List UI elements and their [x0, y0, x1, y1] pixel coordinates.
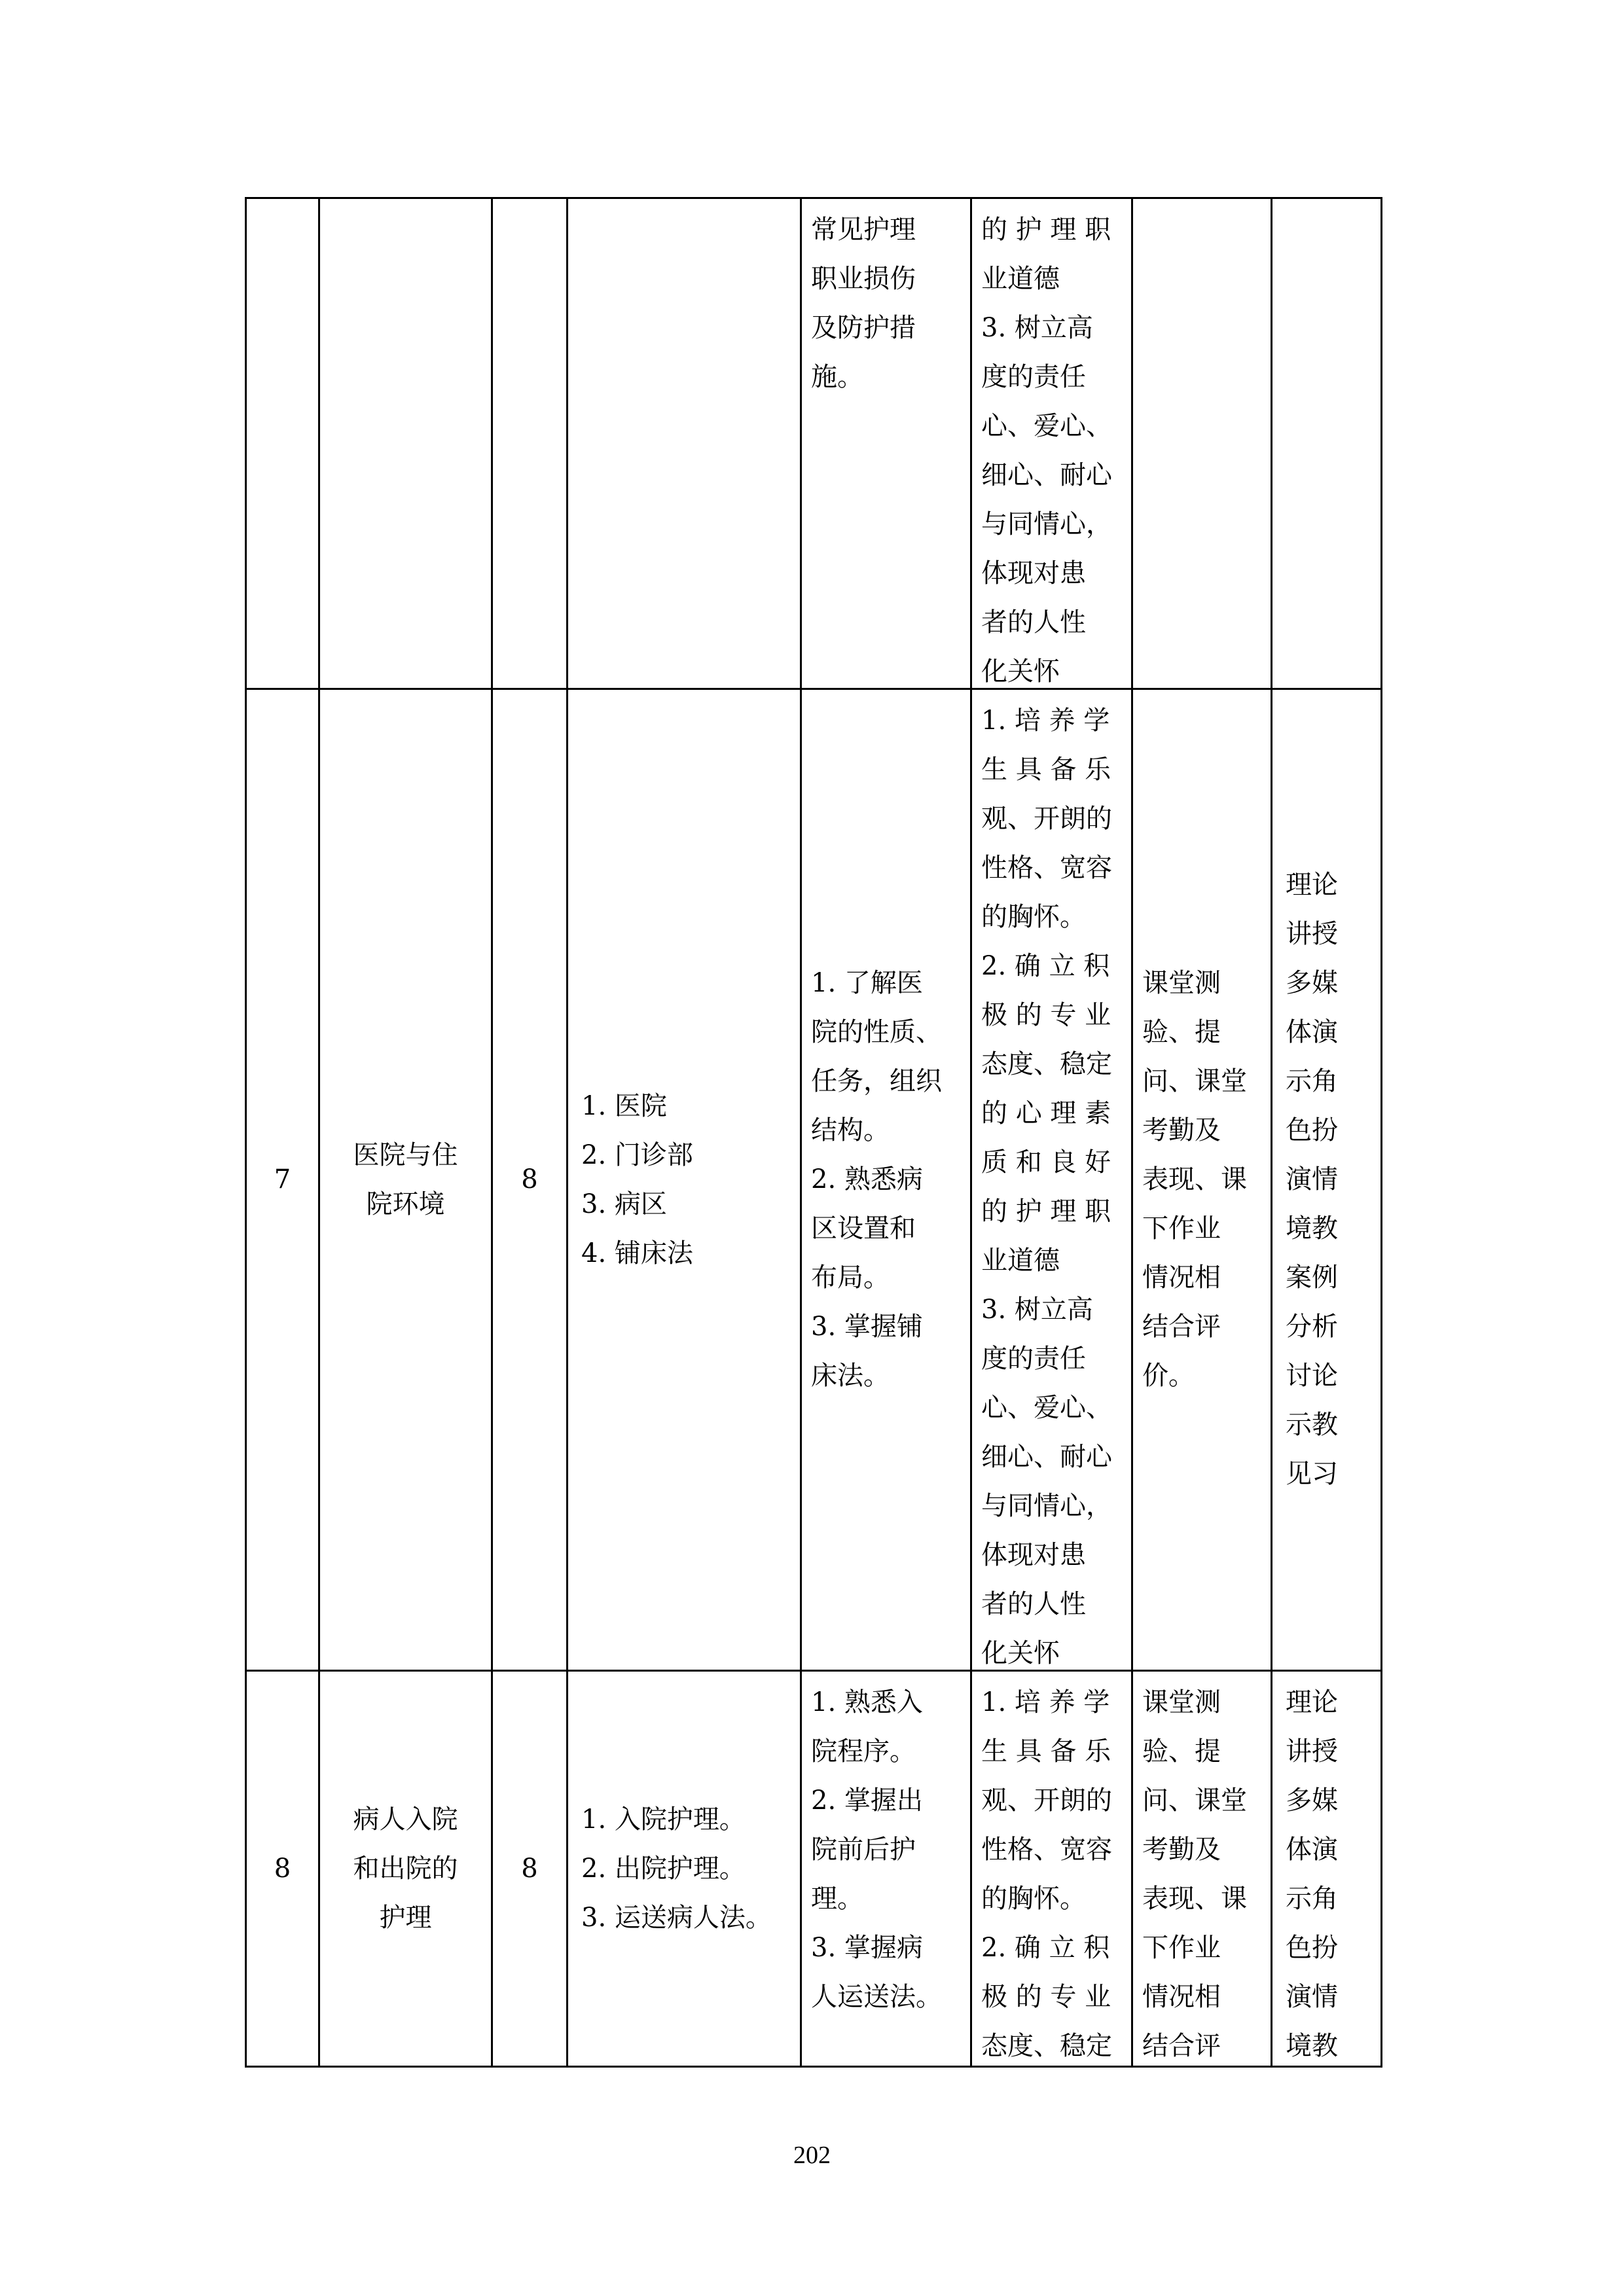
row1-ideology-cell: 的 护 理 职 业道德 3. 树立高 度的责任 心、爱心、 细心、耐心 与同情心， 体现对患 者的人性 化关怀	[981, 215, 1112, 687]
table-rule	[1380, 197, 1382, 2068]
row7-methods-cell: 理论 讲授 多媒 体演 示角 色扮 演情 境教 案例 分析 讨论 示教 见习	[1286, 870, 1338, 1489]
row7-index-cell: 7	[274, 1164, 291, 1194]
page-number: 202	[793, 2142, 831, 2169]
row8-methods-cell: 理论 讲授 多媒 体演 示角 色扮 演情 境教	[1286, 1687, 1338, 2061]
row8-ideology-cell: 1. 培 养 学 生 具 备 乐 观、开朗的 性格、宽容 的胸怀。 2. 确 立 积 极 的 专 业 态度、稳定	[981, 1687, 1112, 2061]
row8-title-cell: 病人入院 和出院的 护理	[353, 1804, 458, 1933]
row8-assessment-cell: 课堂测 验、提 问、课堂 考勤及 表现、课 下作业 情况相 结合评	[1142, 1687, 1247, 2061]
row8-goals-cell: 1. 熟悉入 院程序。 2. 掌握出 院前后护 理。 3. 掌握病 人运送法。	[811, 1687, 942, 2012]
row8-index-cell: 8	[274, 1853, 291, 1884]
row1-goals-cell: 常见护理 职业损伤 及防护措 施。	[811, 215, 916, 392]
row7-content-cell: 1. 医院 2. 门诊部 3. 病区 4. 铺床法	[581, 1090, 693, 1268]
row7-assessment-cell: 课堂测 验、提 问、课堂 考勤及 表现、课 下作业 情况相 结合评 价。	[1142, 968, 1247, 1391]
row7-hours-cell: 8	[521, 1164, 538, 1194]
row7-goals-cell: 1. 了解医 院的性质、 任务，组织 结构。 2. 熟悉病 区设置和 布局。 3. 掌握铺 床法。	[811, 968, 942, 1391]
row7-ideology-cell: 1. 培 养 学 生 具 备 乐 观、开朗的 性格、宽容 的胸怀。 2. 确 立 积 极 的 专 业 态度、稳定 的 心 理 素 质 和 良 好 的 护 理 职 业道德 3. 树立高 度的责任 心、爱心、 细心、耐心 与同情心， 体现对患 者的人性 化关怀	[981, 706, 1112, 1668]
row8-content-cell: 1. 入院护理。 2. 出院护理。 3. 运送病人法。	[581, 1804, 772, 1933]
row7-title-cell: 医院与住 院环境	[353, 1139, 458, 1219]
row8-hours-cell: 8	[521, 1853, 538, 1884]
